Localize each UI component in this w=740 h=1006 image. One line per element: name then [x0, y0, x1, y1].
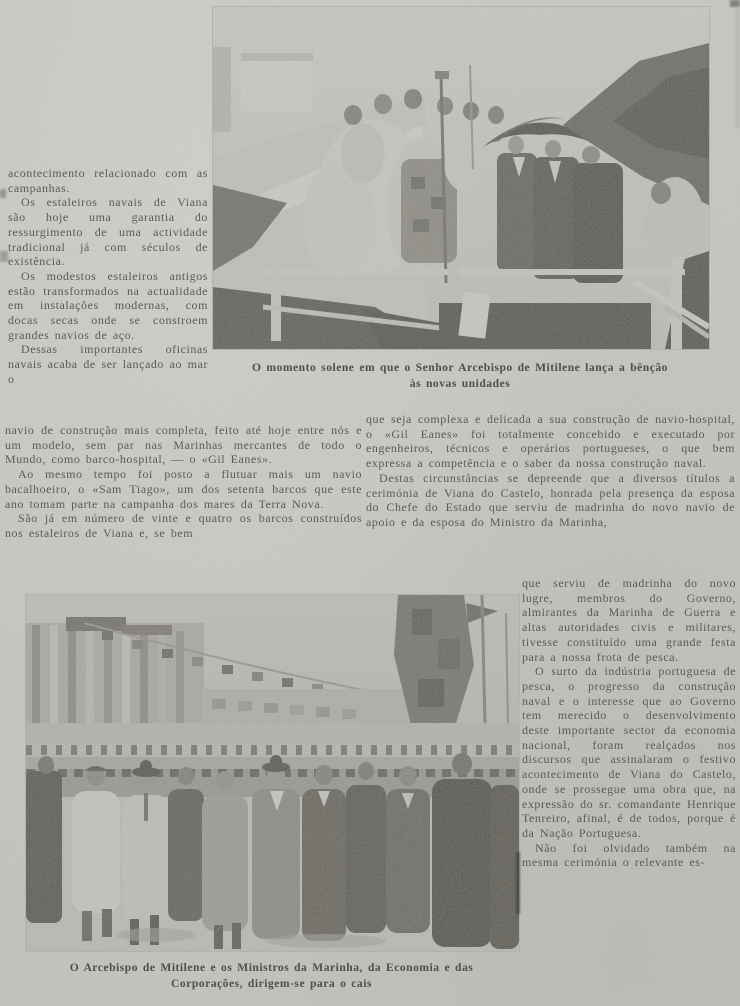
paragraph: navio de construção mais completa, feito até hoje entre nós e um modelo, sem par nas Marinhas mercantes de todo o Mundo, como barco-hospital, — o «Gil Eanes».	[5, 423, 362, 467]
paragraph: Dessas importantes oficinas navais acaba de ser lançado ao mar o	[8, 342, 208, 386]
text-column-right-wide	[366, 412, 735, 530]
text-column-left-wide	[5, 423, 362, 541]
top-photo-caption-text: O momento solene em que o Senhor Arcebispo de Mitilene lança a bênção às novas unidades	[252, 361, 668, 390]
top-photo-caption	[216, 360, 704, 391]
text-column-left-narrow	[8, 166, 208, 387]
paragraph: Ao mesmo tempo foi posto a flutuar mais um navio bacalhoeiro, o «Sam Tiago», um dos setenta barcos que este ano tomam parte na campanha dos mares da Terra Nova.	[5, 467, 362, 511]
paragraph: que serviu de madrinha do novo lugre, membros do Governo, almirantes da Marinha de Guerra e altas autoridades civis e militares, tivesse constituído uma grande festa para a nossa frota de pesca.	[522, 576, 736, 664]
paragraph: São já em número de vinte e quatro os barcos construídos nos estaleiros de Viana e, se bem	[5, 511, 362, 540]
scan-smudge	[735, 8, 740, 128]
paragraph: que seja complexa e delicada a sua construção de navio-hospital, o «Gil Eanes» foi totalmente concebido e executado por engenheiros, técnicos e operários portugueses, o que bem expressa a competência e o saber da nossa construção naval.	[366, 412, 735, 471]
paragraph: Destas circunstâncias se depreende que a diversos títulos a cerimónia de Viana do Castelo, honrada pela presença da esposa do Chefe do Estado que serviu de madrinha do novo navio de apoio e da esposa do Ministro da Marinha,	[366, 470, 735, 529]
bottom-photo	[25, 594, 520, 952]
scan-smudge	[0, 189, 6, 198]
paragraph: Os estaleiros navais de Viana são hoje uma garantia do ressurgimento de uma actividade tradicional já com séculos de existência.	[8, 195, 208, 269]
bottom-photo-caption	[25, 960, 518, 991]
text-column-right-narrow	[522, 576, 736, 870]
top-photo	[212, 6, 710, 350]
top-photo-illustration	[213, 7, 709, 349]
scan-smudge	[730, 0, 740, 7]
paragraph: Não foi olvidado também na mesma cerimónia o relevante es-	[522, 840, 736, 870]
bottom-photo-illustration	[26, 595, 519, 951]
bottom-photo-caption-text: O Arcebispo de Mitilene e os Ministros da Marinha, da Economia e das Corporações, dirigem-se para o cais	[69, 961, 474, 990]
paragraph: Os modestos estaleiros antigos estão transformados na actualidade em instalações modernas, com docas secas onde se constroem grandes navios de aço.	[8, 268, 208, 342]
paragraph: acontecimento relacionado com as campanhas.	[8, 166, 208, 195]
paragraph: O surto da indústria portuguesa de pesca, o progresso da construção naval e o interesse que ao Governo tem merecido o desenvolvimento deste importante sector da economia nacional, foram realçados nos discursos que assinalaram o festivo acontecimento de Viana do Castelo, onde se prossegue uma obra que, na expressão do sr. comandante Henrique Tenreiro, afinal, é de todos, porque é da Nação Portuguesa.	[522, 664, 736, 840]
scan-smudge	[0, 251, 8, 262]
